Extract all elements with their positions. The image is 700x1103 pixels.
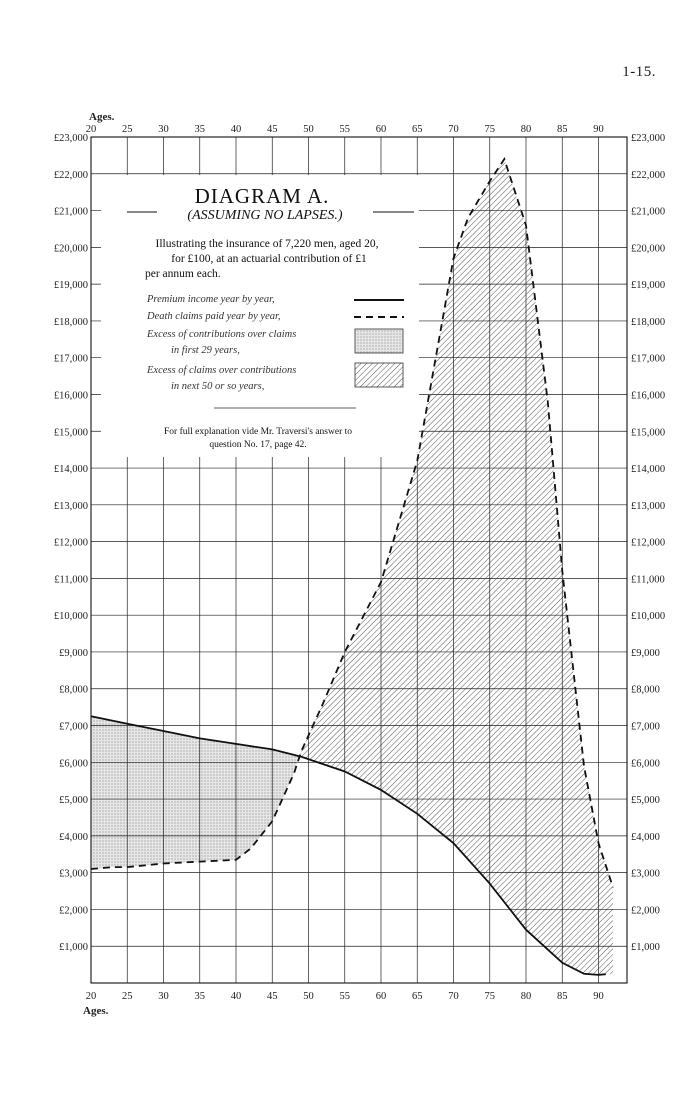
x-tick-label-top: 80 [520,124,532,135]
x-tick-label-top: 50 [303,124,314,135]
x-tick-label-top: 45 [267,124,278,135]
y-tick-label-left: £22,000 [53,169,88,181]
y-tick-label-left: £20,000 [53,243,88,255]
y-tick-label-left: £7,000 [59,721,88,733]
y-tick-label-right: £3,000 [631,868,660,880]
chart-subtitle: (ASSUMING NO LAPSES.) [187,208,343,223]
y-tick-label-left: £16,000 [53,390,88,402]
x-tick-label-top: 40 [230,124,242,135]
y-tick-label-left: £19,000 [53,280,88,292]
x-tick-label-bottom: 70 [448,991,459,1002]
legend-excess-claims-label-2: in next 50 or so years, [171,381,265,392]
legend-excess-contrib-label-2: in first 29 years, [171,345,240,356]
x-tick-label-bottom: 45 [267,991,278,1002]
y-tick-label-left: £8,000 [59,684,88,696]
x-tick-label-top: 35 [194,124,205,135]
x-tick-label-top: 90 [593,124,604,135]
x-tick-label-top: 75 [484,124,495,135]
legend-dotted-fill-key [355,329,403,353]
y-tick-label-left: £11,000 [54,574,88,586]
x-tick-label-top: 55 [339,124,350,135]
x-tick-label-bottom: 90 [593,991,604,1002]
description-line: per annum each. [145,268,221,280]
description-line: for £100, at an actuarial contribution of £1 [171,253,367,265]
x-tick-label-bottom: 65 [412,991,423,1002]
y-tick-label-right: £22,000 [631,169,666,181]
x-tick-label-top: 65 [412,124,423,135]
y-tick-label-left: £1,000 [59,942,88,954]
y-tick-label-left: £13,000 [53,500,88,512]
y-tick-label-left: £15,000 [53,427,88,439]
y-tick-label-right: £2,000 [631,905,660,917]
chart-title: DIAGRAM A. [194,184,330,208]
x-tick-label-bottom: 50 [303,991,314,1002]
y-tick-label-left: £6,000 [59,758,88,770]
x-tick-label-bottom: 30 [158,991,169,1002]
y-tick-label-left: £4,000 [59,831,88,843]
y-tick-label-right: £11,000 [631,574,665,586]
legend-hatch-fill-key [355,363,403,387]
x-tick-label-bottom: 75 [484,991,495,1002]
legend-claims-label: Death claims paid year by year, [147,311,281,322]
y-tick-label-right: £21,000 [631,206,666,218]
y-tick-label-right: £17,000 [631,353,666,365]
x-tick-label-top: 20 [85,124,97,135]
y-tick-label-left: £23,000 [53,133,88,144]
legend-box [101,175,419,457]
x-tick-label-bottom: 35 [194,991,205,1002]
y-tick-label-right: £14,000 [631,464,666,476]
x-tick-label-bottom: 80 [520,991,532,1002]
x-tick-label-bottom: 85 [557,991,568,1002]
legend-excess-contrib-label: Excess of contributions over claims [147,329,297,340]
y-tick-label-left: £18,000 [53,316,88,328]
y-tick-label-right: £20,000 [631,243,666,255]
y-tick-label-right: £15,000 [631,427,666,439]
x-tick-label-bottom: 25 [122,991,133,1002]
y-tick-label-left: £14,000 [53,464,88,476]
y-tick-label-left: £5,000 [59,795,88,807]
y-tick-label-left: £3,000 [59,868,88,880]
y-tick-label-right: £6,000 [631,758,660,770]
x-axis-title-bottom: Ages. [83,1005,109,1017]
x-axis-title-top: Ages. [89,111,115,123]
x-tick-label-top: 30 [158,124,169,135]
note-line: question No. 17, page 42. [209,440,307,450]
legend-excess-claims-label: Excess of claims over contributions [147,365,297,376]
x-tick-label-bottom: 40 [230,991,242,1002]
y-tick-label-left: £21,000 [53,206,88,218]
y-tick-label-left: £9,000 [59,647,88,659]
y-tick-label-left: £12,000 [53,537,88,549]
y-tick-label-right: £23,000 [631,133,666,144]
y-tick-label-right: £18,000 [631,316,666,328]
x-tick-label-top: 85 [557,124,568,135]
y-tick-label-right: £1,000 [631,942,660,954]
y-tick-label-right: £9,000 [631,647,660,659]
description-line: Illustrating the insurance of 7,220 men, aged 20, [155,238,379,250]
y-tick-label-right: £13,000 [631,500,666,512]
legend-premium-label: Premium income year by year, [147,294,275,305]
y-tick-label-right: £5,000 [631,795,660,807]
x-tick-label-bottom: 60 [375,991,387,1002]
x-tick-label-bottom: 55 [339,991,350,1002]
excess-contributions-area [91,716,301,869]
x-tick-label-top: 60 [375,124,387,135]
y-tick-label-left: £2,000 [59,905,88,917]
y-tick-label-right: £7,000 [631,721,660,733]
y-tick-label-right: £16,000 [631,390,666,402]
x-tick-label-bottom: 20 [85,991,97,1002]
x-tick-label-top: 25 [122,124,133,135]
y-tick-label-left: £17,000 [53,353,88,365]
page-number: 1-15. [622,64,656,80]
y-tick-label-right: £12,000 [631,537,666,549]
y-tick-label-right: £8,000 [631,684,660,696]
y-tick-label-right: £19,000 [631,280,666,292]
y-tick-label-left: £10,000 [53,611,88,623]
y-tick-label-right: £10,000 [631,611,666,623]
x-tick-label-top: 70 [448,124,459,135]
note-line: For full explanation vide Mr. Traversi's answer to [164,427,352,437]
y-tick-label-right: £4,000 [631,831,660,843]
